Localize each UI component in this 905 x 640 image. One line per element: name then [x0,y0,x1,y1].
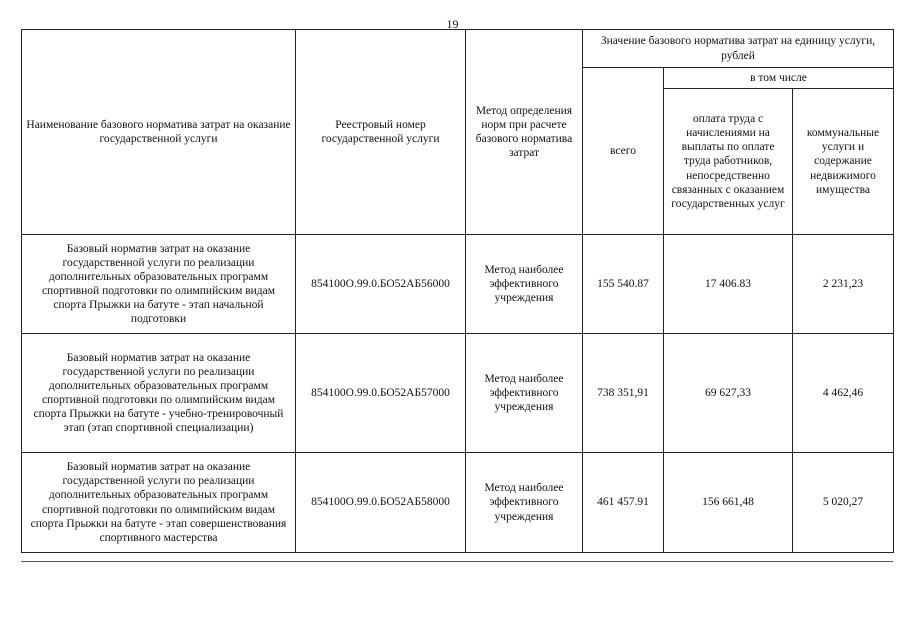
cost-norms-table [21,29,894,553]
row-total: 155 540.87 [583,235,664,334]
row-registry: 854100О.99.0.БО52АБ58000 [296,453,466,553]
row-method: Метод наиболее эффективного учреждения [466,235,583,334]
header-including: в том числе [664,68,894,89]
header-total: всего [583,68,664,235]
header-value-group: Значение базового норматива затрат на единицу услуги, рублей [583,30,894,68]
row-method: Метод наиболее эффективного учреждения [466,334,583,453]
row-registry: 854100О.99.0.БО52АБ57000 [296,334,466,453]
row-total: 738 351,91 [583,334,664,453]
row-method: Метод наиболее эффективного учреждения [466,453,583,553]
row-total: 461 457.91 [583,453,664,553]
row-registry: 854100О.99.0.БО52АБ56000 [296,235,466,334]
page-number: 19 [446,17,459,31]
row-name: Базовый норматив затрат на оказание государственной услуги по реализации дополнительных образовательных программ спортивной подготовки по олимпийским видам спорта Прыжки на батуте - этап начальной подготовки [22,235,296,334]
row-utilities: 5 020,27 [793,453,894,553]
table-row [22,453,894,553]
table-row [22,334,894,453]
header-utilities: коммунальные услуги и содержание недвижимого имущества [793,89,894,235]
header-registry: Реестровый номер государственной услуги [296,30,466,235]
header-name: Наименование базового норматива затрат на оказание государственной услуги [22,30,296,235]
row-labor: 69 627,33 [664,334,793,453]
row-name: Базовый норматив затрат на оказание государственной услуги по реализации дополнительных образовательных программ спортивной подготовки по олимпийским видам спорта Прыжки на батуте - учебно-тренировочный этап (этап спортивной специализации) [22,334,296,453]
row-utilities: 4 462,46 [793,334,894,453]
row-name: Базовый норматив затрат на оказание государственной услуги по реализации дополнительных образовательных программ спортивной подготовки по олимпийским видам спорта Прыжки на батуте - этап совершенствования спортивного мастерства [22,453,296,553]
row-utilities: 2 231,23 [793,235,894,334]
header-labor: оплата труда с начислениями на выплаты по оплате труда работников, непосредственно связанных с оказанием государственных услуг [664,89,793,235]
header-method: Метод определения норм при расчете базового норматива затрат [466,30,583,235]
row-labor: 17 406.83 [664,235,793,334]
row-labor: 156 661,48 [664,453,793,553]
bottom-divider [21,561,893,562]
header-row-1 [22,30,894,68]
table-row [22,235,894,334]
